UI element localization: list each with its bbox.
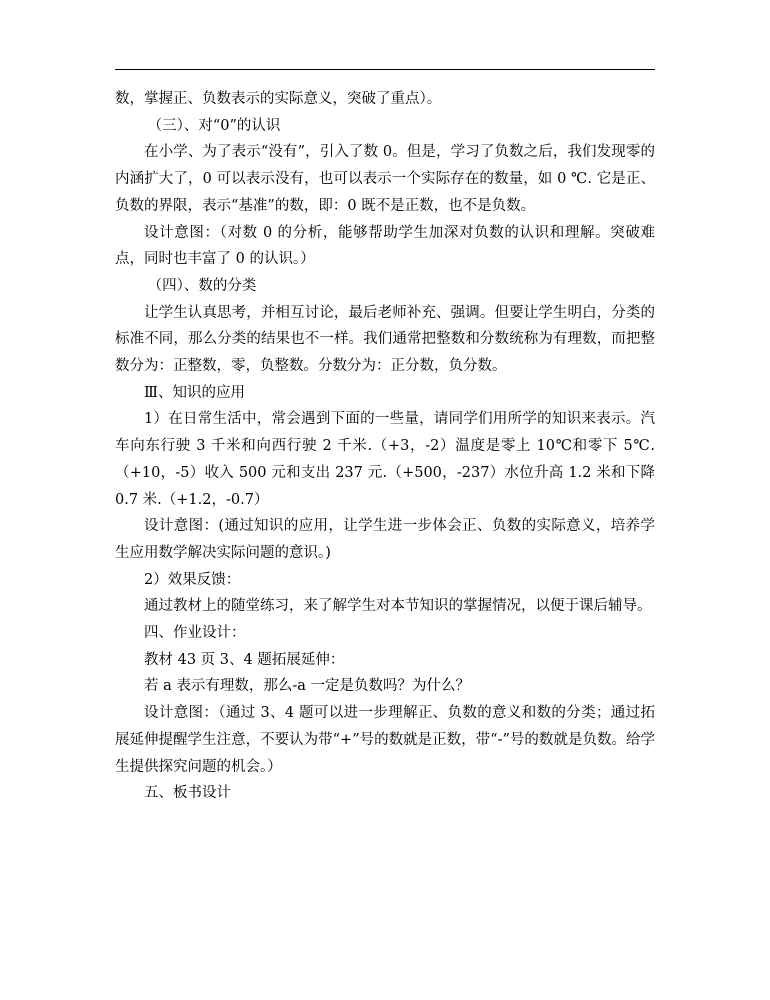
- paragraph-design-intent-homework: 设计意图：（通过 3、4 题可以进一步理解正、负数的意义和数的分类；通过拓展延伸提醒学生注意，不要认为带“+”号的数就是正数，带“-”号的数就是负数。给学生提供探究问题的机会。）: [115, 705, 655, 775]
- section-heading-board-design: 五、板书设计: [144, 785, 231, 802]
- heading-feedback: 2）效果反馈：: [144, 571, 241, 588]
- section-heading-application: Ⅲ、知识的应用: [144, 384, 245, 401]
- header-rule: [115, 69, 655, 70]
- section-heading-classification: （四）、数的分类: [147, 277, 257, 294]
- paragraph-feedback: 通过教材上的随堂练习，来了解学生对本节知识的掌握情况，以便于课后辅导。: [144, 598, 652, 615]
- paragraph-application-examples: 1）在日常生活中，常会遇到下面的一些量，请同学们用所学的知识来表示。汽车向东行驶 3 千米和向西行驶 2 千米.（+3，-2）温度是零上 10℃和零下 5℃.（+10，-5）收入 500 元和支出 237 元.（+500，-237）水位升高 1.2 米和下降 0.7 米.（+1.2，-0.7）: [115, 411, 655, 508]
- paragraph-design-intent-application: 设计意图：(通过知识的应用，让学生进一步体会正、负数的实际意义，培养学生应用数学解决实际问题的意识。): [115, 518, 655, 561]
- paragraph-homework-question: 若 a 表示有理数，那么-a 一定是负数吗？为什么？: [144, 678, 471, 695]
- paragraph-continuation: 数，掌握正、负数表示的实际意义，突破了重点）。: [115, 91, 442, 107]
- paragraph-design-intent-zero: 设计意图：（对数 0 的分析，能够帮助学生加深对负数的认识和理解。突破难点，同时也丰富了 0 的认识。）: [115, 224, 655, 268]
- paragraph-zero-meaning: 在小学、为了表示“没有”，引入了数 0。但是，学习了负数之后，我们发现零的内涵扩大了，0 可以表示没有，也可以表示一个实际存在的数量，如 0 ℃. 它是正、负数的界限，表示“基准”的数，即：0 既不是正数，也不是负数。: [115, 144, 655, 214]
- paragraph-classification: 让学生认真思考，并相互讨论，最后老师补充、强调。但要让学生明白，分类的标准不同，那么分类的结果也不一样。我们通常把整数和分数统称为有理数，而把整数分为：正整数，零，负整数。分数分为：正分数，负分数。: [115, 304, 655, 375]
- paragraph-homework-textbook: 教材 43 页 3、4 题拓展延伸：: [144, 651, 345, 668]
- section-heading-homework: 四、作业设计：: [144, 625, 246, 642]
- document-body: [115, 86, 655, 807]
- section-heading-zero: （三）、对“0”的认识: [147, 117, 281, 134]
